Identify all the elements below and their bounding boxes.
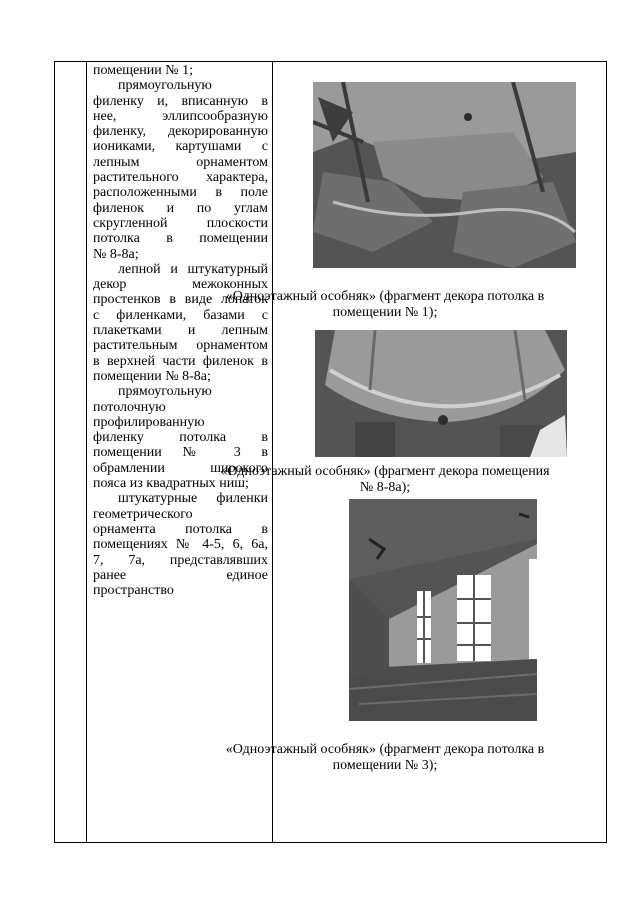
interior-photo-room-3 [349,499,537,721]
text-line: пространство [93,583,174,599]
text-line: нее, эллипсообразную [93,108,268,124]
text-line: плакетками и лепным [93,323,268,339]
text-line: растительным орнаментом [93,338,268,354]
text-line: филенок и по углам [93,200,268,216]
text-line: лепной и штукатурный [118,261,268,277]
interior-photo-room-8-8a [315,330,567,457]
text-line: помещении № 1; [93,63,194,78]
interior-photo-room-8-8a-image [315,330,567,457]
photo-caption-2: «Одноэтажный особняк» (фрагмент декора помещения № 8-8а); [220,464,550,495]
text-line: простенков в виде лопаток [93,292,268,308]
text-line: расположенными в поле [93,185,268,201]
text-line: ранее единое [93,567,268,583]
photo-caption-3: «Одноэтажный особняк» (фрагмент декора потолка в помещении № 3); [225,742,545,773]
text-line: в верхней части филенок в [93,353,268,369]
description-column [93,63,268,598]
text-line: помещениях № 4-5, 6, 6а, [93,537,268,553]
text-line: лепным орнаментом [93,154,268,170]
text-line: профилированную [93,414,205,430]
column-divider-1 [86,62,87,842]
text-line: декор межоконных [93,277,268,293]
text-line: с филенками, базами с [93,307,268,323]
text-line: прямоугольную [118,78,212,94]
text-line: растительного характера, [93,170,268,186]
ceiling-photo-room-1 [313,82,576,268]
text-line: помещении № 3 в [93,445,268,461]
text-line: штукатурные филенки [118,491,268,507]
text-line: филенку потолка в [93,430,268,446]
text-line: обрамлении широкого [93,460,268,476]
text-line: 7, 7а, представлявших [93,552,268,568]
text-line: геометрического [93,506,193,522]
text-line: скругленной плоскости [93,215,268,231]
interior-photo-room-3-image [349,499,537,721]
text-line: иониками, картушами с [93,139,268,155]
text-line: филенку и, вписанную в [93,93,268,109]
text-line: потолочную [93,399,166,415]
text-line: пояса из квадратных ниш; [93,476,249,492]
text-line: помещении № 8-8а; [93,368,211,384]
text-line: орнамента потолка в [93,521,268,537]
text-line: потолка в помещении [93,231,268,247]
text-line: филенку, декорированную [93,124,268,140]
text-line: № 8-8а; [93,246,139,262]
photo-caption-1: «Одноэтажный особняк» (фрагмент декора потолка в помещении № 1); [225,289,545,320]
column-divider-2 [272,62,273,842]
text-line: прямоугольную [118,384,212,400]
ceiling-photo-room-1-image [313,82,576,268]
